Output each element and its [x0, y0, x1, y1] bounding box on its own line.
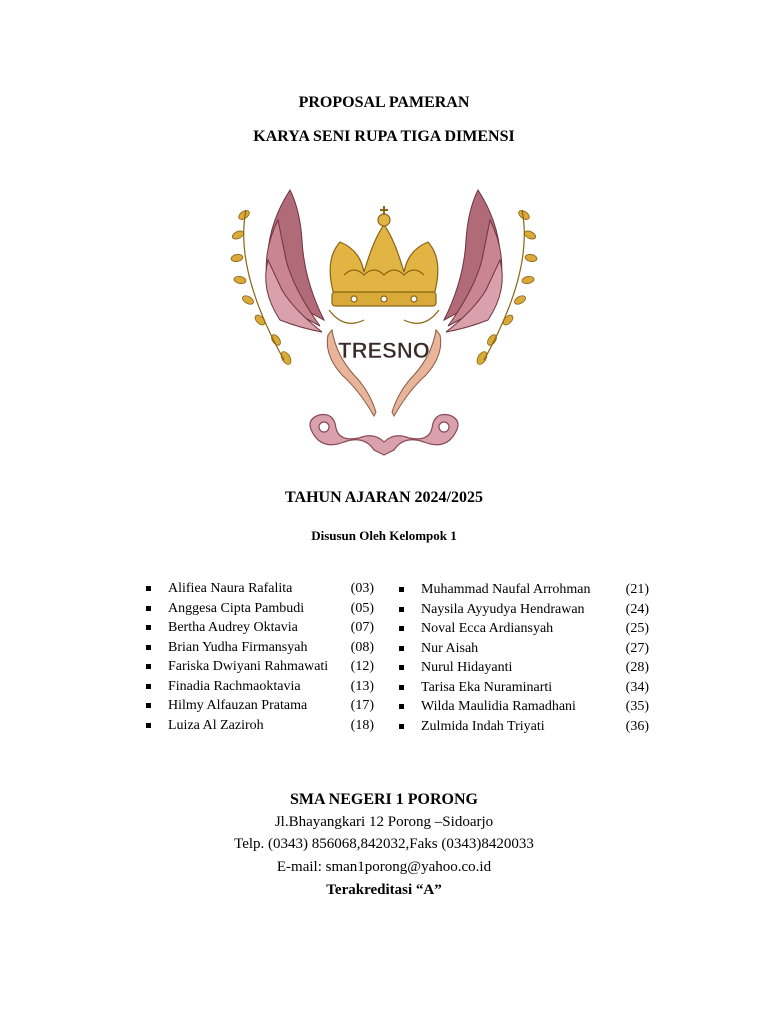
member-list-left — [146, 579, 374, 735]
school-accreditation: Terakreditasi “A” — [326, 882, 442, 898]
member-list-right — [399, 580, 649, 736]
list-item — [399, 678, 649, 698]
crown-wings-hands-logo — [224, 180, 544, 465]
member-name: Brian Yudha Firmansyah — [168, 639, 308, 655]
list-item — [146, 657, 374, 677]
member-number: (08) — [350, 639, 374, 655]
member-name: Nur Aisah — [421, 640, 479, 656]
list-item — [146, 599, 374, 619]
list-item — [146, 696, 374, 716]
member-number: (03) — [350, 581, 374, 596]
bullet-icon — [146, 625, 151, 630]
list-item — [146, 638, 374, 658]
bullet-icon — [146, 684, 151, 689]
member-name: Nurul Hidayanti — [421, 660, 513, 675]
composed-by: Disusun Oleh Kelompok 1 — [311, 528, 457, 543]
list-item — [146, 716, 374, 736]
member-number: (17) — [350, 698, 374, 713]
bullet-icon — [399, 646, 404, 651]
member-name: Fariska Dwiyani Rahmawati — [168, 659, 329, 674]
list-item — [399, 658, 649, 678]
member-name: Zulmida Indah Triyati — [421, 718, 545, 734]
member-name: Anggesa Cipta Pambudi — [168, 600, 305, 616]
list-item — [399, 717, 649, 737]
list-item — [146, 677, 374, 697]
crown-icon — [330, 206, 438, 306]
member-number: (21) — [625, 582, 649, 597]
member-name: Wilda Maulidia Ramadhani — [421, 699, 576, 714]
member-number: (07) — [350, 620, 374, 635]
bullet-icon — [146, 606, 151, 611]
bullet-icon — [399, 704, 404, 709]
bullet-icon — [399, 607, 404, 612]
bullet-icon — [399, 626, 404, 631]
document-subtitle: KARYA SENI RUPA TIGA DIMENSI — [253, 128, 515, 145]
list-item — [146, 618, 374, 638]
list-item — [399, 580, 649, 600]
member-number: (24) — [625, 601, 649, 617]
member-name: Luiza Al Zaziroh — [168, 717, 264, 733]
member-name: Hilmy Alfauzan Pratama — [168, 698, 308, 713]
member-number: (34) — [625, 679, 649, 695]
school-phone: Telp. (0343) 856068,842032,Faks (0343)8420033 — [234, 836, 534, 852]
member-name: Bertha Audrey Oktavia — [168, 620, 298, 635]
bullet-icon — [399, 665, 404, 670]
list-item — [146, 579, 374, 599]
bullet-icon — [399, 587, 404, 592]
list-item — [399, 697, 649, 717]
member-number: (35) — [625, 699, 649, 714]
left-wing-icon — [266, 190, 324, 332]
bullet-icon — [399, 724, 404, 729]
member-number: (25) — [625, 621, 649, 636]
member-number: (13) — [350, 678, 374, 694]
member-name: Finadia Rachmaoktavia — [168, 678, 301, 694]
member-name: Muhammad Naufal Arrohman — [421, 582, 591, 597]
academic-year: TAHUN AJARAN 2024/2025 — [285, 489, 483, 506]
member-name: Tarisa Eka Nuraminarti — [421, 679, 553, 695]
bullet-icon — [146, 664, 151, 669]
school-address: Jl.Bhayangkari 12 Porong –Sidoarjo — [274, 814, 494, 830]
member-number: (05) — [350, 600, 374, 616]
scroll-ornament-icon — [310, 415, 458, 455]
member-number: (12) — [350, 659, 374, 674]
school-name: SMA NEGERI 1 PORONG — [289, 791, 478, 808]
bullet-icon — [146, 703, 151, 708]
member-number: (18) — [350, 717, 374, 733]
bullet-icon — [399, 685, 404, 690]
member-number: (27) — [625, 640, 649, 656]
right-wing-icon — [444, 190, 502, 332]
list-item — [399, 619, 649, 639]
school-email: E-mail: sman1porong@yahoo.co.id — [276, 859, 492, 875]
bullet-icon — [146, 723, 151, 728]
member-name: Naysila Ayyudya Hendrawan — [421, 601, 585, 617]
bullet-icon — [146, 586, 151, 591]
member-name: Noval Ecca Ardiansyah — [421, 621, 554, 636]
bullet-icon — [146, 645, 151, 650]
list-item — [399, 639, 649, 659]
member-number: (28) — [625, 660, 649, 675]
member-name: Alifiea Naura Rafalita — [168, 581, 293, 596]
list-item — [399, 600, 649, 620]
document-title: PROPOSAL PAMERAN — [298, 94, 470, 111]
logo-text: TRESNO — [338, 338, 430, 363]
member-number: (36) — [625, 718, 649, 734]
